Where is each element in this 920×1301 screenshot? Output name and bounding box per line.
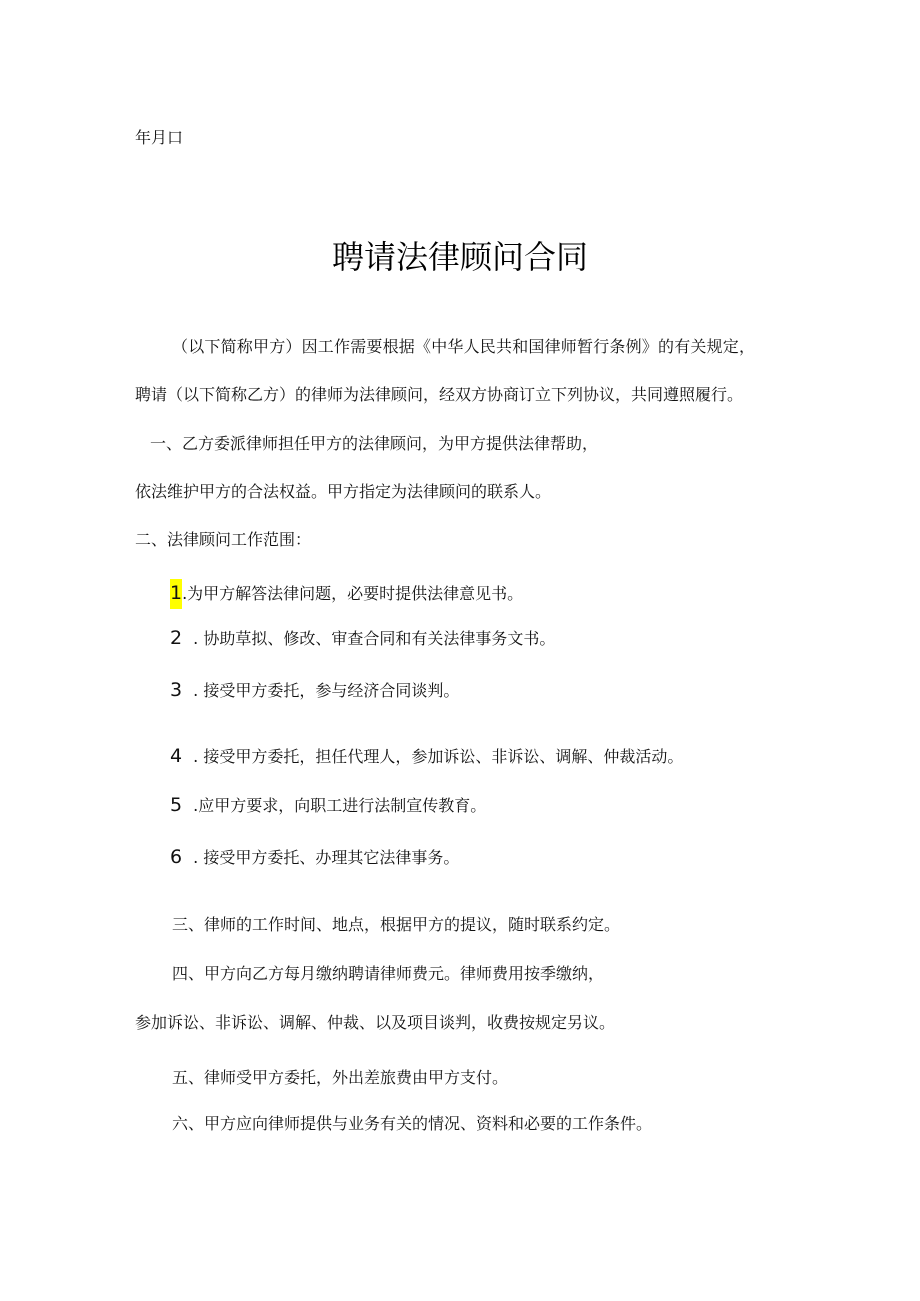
scope-item <box>170 579 523 609</box>
scope-item-number: 3 <box>170 679 183 701</box>
clause-2-heading: 二、法律顾问工作范围： <box>135 530 312 549</box>
scope-item <box>170 628 555 649</box>
scope-item-number: 5 <box>170 794 183 816</box>
scope-item <box>170 795 486 816</box>
scope-item-number: 6 <box>170 846 183 868</box>
scope-item-text: .为甲方解答法律问题，必要时提供法律意见书。 <box>182 584 524 603</box>
scope-item-text: .应甲方要求，向职工进行法制宣传教育。 <box>188 796 487 815</box>
clause-1-line-1: 一、乙方委派律师担任甲方的法律顾问，为甲方提供法律帮助， <box>150 434 599 453</box>
clause-3: 三、律师的工作时间、地点，根据甲方的提议，随时联系约定。 <box>172 915 621 934</box>
scope-item-text: . 接受甲方委托，参与经济合同谈判。 <box>188 681 460 700</box>
clause-4-line-2: 参加诉讼、非诉讼、调解、仲裁、以及项目谈判，收费按规定另议。 <box>135 1013 616 1032</box>
clause-6: 六、甲方应向律师提供与业务有关的情况、资料和必要的工作条件。 <box>172 1114 653 1133</box>
scope-item-text: . 接受甲方委托，担任代理人，参加诉讼、非诉讼、调解、仲裁活动。 <box>188 747 684 766</box>
document-title: 聘请法律顾问合同 <box>331 238 588 276</box>
scope-item <box>170 847 459 868</box>
scope-item-text: . 协助草拟、修改、审查合同和有关法律事务文书。 <box>188 629 556 648</box>
intro-line-1: （以下简称甲方）因工作需要根据《中华人民共和国律师暂行条例》的有关规定， <box>172 337 756 356</box>
date-line: 年月口 <box>135 128 184 147</box>
scope-item-number-highlighted: 1 <box>170 579 182 609</box>
scope-item <box>170 746 683 767</box>
clause-1-line-2: 依法维护甲方的合法权益。甲方指定为法律顾问的联系人。 <box>135 482 552 501</box>
scope-item <box>170 680 459 701</box>
scope-item-text: . 接受甲方委托、办理其它法律事务。 <box>188 848 460 867</box>
scope-item-number: 4 <box>170 745 183 767</box>
intro-line-2: 聘请（以下简称乙方）的律师为法律顾问，经双方协商订立下列协议，共同遵照履行。 <box>135 385 744 404</box>
clause-5: 五、律师受甲方委托，外出差旅费由甲方支付。 <box>172 1068 509 1087</box>
clause-4-line-1: 四、甲方向乙方每月缴纳聘请律师费元。律师费用按季缴纳， <box>172 964 605 983</box>
scope-item-number: 2 <box>170 627 183 649</box>
